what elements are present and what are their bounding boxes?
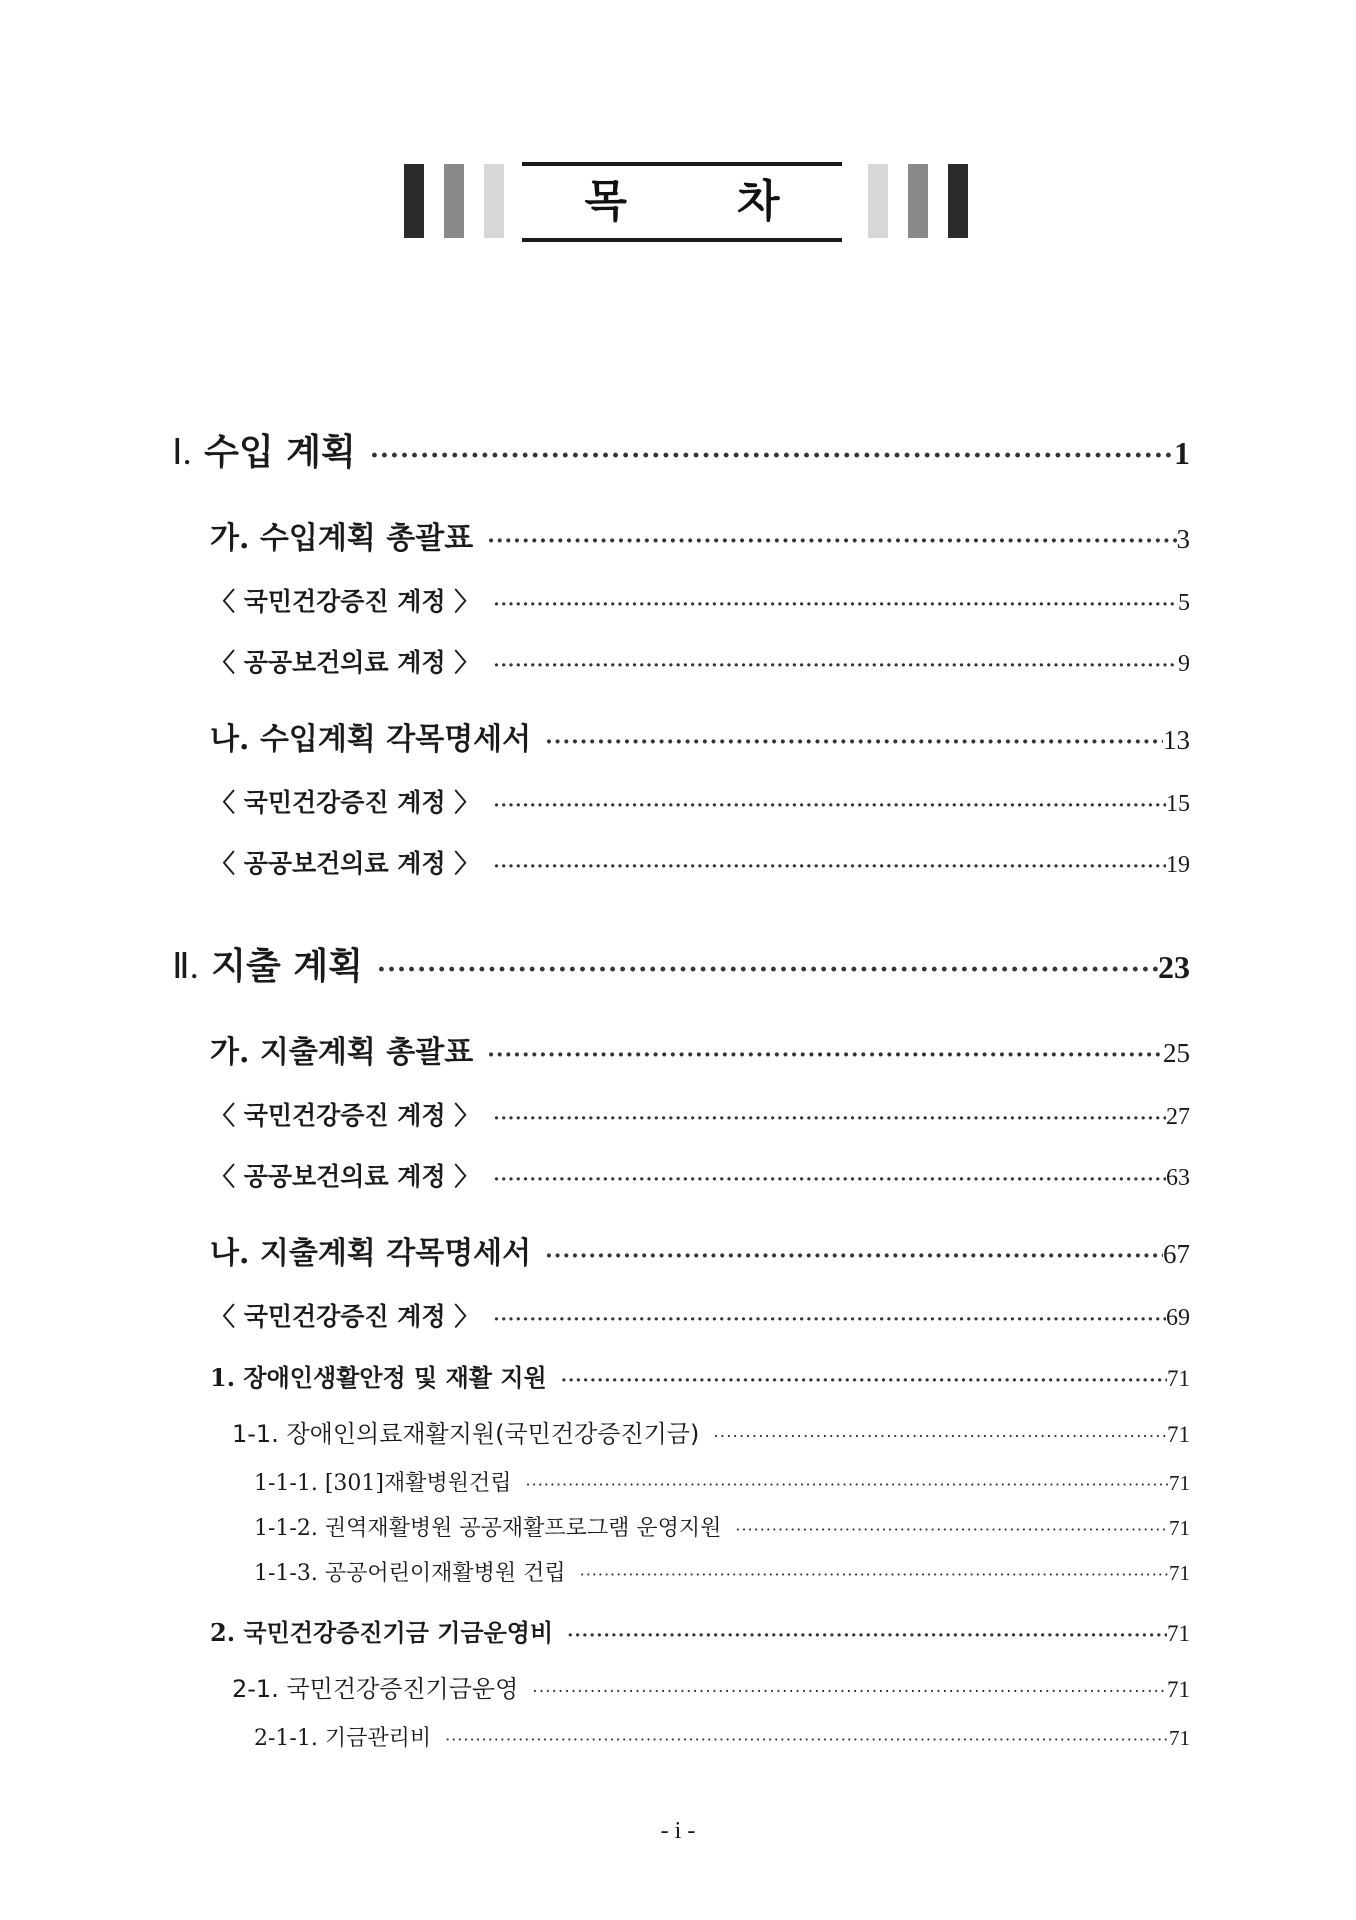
page-number: 69 [1166,1305,1190,1331]
page-number: 67 [1163,1239,1190,1269]
toc-entry-section[interactable] [210,1228,1190,1272]
dot-leader [377,955,1158,985]
account-title: 〈 국민건강증진 계정 〉 [210,1101,480,1130]
dot-leader [735,1520,1169,1539]
toc-entry-account[interactable] [210,1157,1190,1193]
section-title: 가. 수입계획 총괄표 [210,521,474,556]
title-char-2: 차 [737,176,780,227]
dot-leader [493,856,1166,877]
page-number: 71 [1167,1422,1190,1447]
toc-entry-chapter-2[interactable] [172,938,1190,989]
decor-bar-light-left [484,164,504,238]
page-number: 63 [1166,1165,1190,1191]
toc-entry-section[interactable] [210,1027,1190,1071]
account-title: 〈 국민건강증진 계정 〉 [210,587,480,616]
chapter-numeral: Ⅱ. [172,946,199,986]
page-number: 9 [1178,651,1190,677]
decor-bar-dark-left [404,164,424,238]
toc-entry-account[interactable] [210,1096,1190,1132]
page-number: 3 [1176,524,1190,554]
dot-leader [487,1042,1163,1068]
subitem-title: 1-1. 장애인의료재활지원(국민건강증진기금) [232,1420,700,1448]
toc-entry-detail[interactable] [254,1511,1190,1542]
page-number: 71 [1169,1471,1190,1495]
toc-entry-detail[interactable] [254,1721,1190,1752]
detail-title: 1-1-2. 권역재활병원 공공재활프로그램 운영지원 [254,1516,722,1541]
toc-entry-section[interactable] [210,513,1190,557]
account-title: 〈 공공보건의료 계정 〉 [210,648,480,677]
decor-bar-mid-right [908,164,928,238]
dot-leader [487,528,1176,554]
dot-leader [713,1427,1167,1447]
page-number: 13 [1163,725,1190,755]
toc-entry-account[interactable] [210,643,1190,679]
dot-leader [545,729,1163,755]
page-number: 19 [1166,852,1190,878]
page-number: 15 [1166,791,1190,817]
chapter-numeral: Ⅰ. [172,432,192,472]
dot-leader [567,1625,1167,1646]
decor-bar-dark-right [948,164,968,238]
dot-leader [493,1309,1166,1330]
toc-entry-account[interactable] [210,844,1190,880]
dot-leader [580,1565,1169,1584]
dot-leader [370,441,1174,471]
toc-entry-subitem[interactable] [232,1414,1190,1449]
toc-title-block [0,160,1356,240]
page-number: 71 [1167,1621,1190,1646]
account-title: 〈 공공보건의료 계정 〉 [210,849,480,878]
page-number: 1 [1174,435,1190,471]
page-footer: - i - [660,1818,696,1844]
dot-leader [493,655,1178,676]
page-number: 71 [1169,1726,1190,1750]
chapter-title: 수입 계획 [204,431,356,473]
decor-bar-light-right [868,164,888,238]
dot-leader [445,1730,1169,1749]
toc-entry-account[interactable] [210,783,1190,819]
toc-entry-detail[interactable] [254,1466,1190,1497]
toc-entry-chapter-1[interactable] [172,424,1190,475]
dot-leader [561,1370,1167,1391]
section-title: 가. 지출계획 총괄표 [210,1035,474,1070]
page-number: 5 [1178,590,1190,616]
decor-bar-mid-left [444,164,464,238]
toc-entry-subitem[interactable] [232,1669,1190,1704]
section-title: 나. 지출계획 각목명세서 [210,1236,532,1271]
account-title: 〈 공공보건의료 계정 〉 [210,1162,480,1191]
page-number: 23 [1158,949,1190,985]
dot-leader [493,1169,1166,1190]
account-title: 〈 국민건강증진 계정 〉 [210,788,480,817]
dot-leader [526,1475,1169,1494]
page-title [522,162,842,242]
toc-entry-item[interactable] [210,1358,1190,1393]
toc-entry-account[interactable] [210,1297,1190,1333]
detail-title: 1-1-3. 공공어린이재활병원 건립 [254,1561,566,1586]
page-number: 71 [1167,1366,1190,1391]
page-number: 71 [1167,1677,1190,1702]
page-number: 71 [1169,1516,1190,1540]
account-title: 〈 국민건강증진 계정 〉 [210,1302,480,1331]
title-char-1: 목 [584,176,627,227]
item-title: 1. 장애인생활안정 및 재활 지원 [210,1363,547,1392]
detail-title: 2-1-1. 기금관리비 [254,1726,432,1751]
dot-leader [545,1243,1163,1269]
chapter-title: 지출 계획 [211,945,363,987]
toc-entry-detail[interactable] [254,1556,1190,1587]
dot-leader [532,1682,1167,1702]
page-number: 71 [1169,1561,1190,1585]
toc-entry-item[interactable] [210,1613,1190,1648]
section-title: 나. 수입계획 각목명세서 [210,722,532,757]
detail-title: 1-1-1. [301]재활병원건립 [254,1471,512,1496]
dot-leader [493,594,1178,615]
item-title: 2. 국민건강증진기금 기금운영비 [210,1618,554,1647]
page-number: 27 [1166,1104,1190,1130]
dot-leader [493,795,1166,816]
toc-entry-section[interactable] [210,714,1190,758]
subitem-title: 2-1. 국민건강증진기금운영 [232,1675,519,1703]
toc-entry-account[interactable] [210,582,1190,618]
page-number: 25 [1163,1038,1190,1068]
dot-leader [493,1108,1166,1129]
